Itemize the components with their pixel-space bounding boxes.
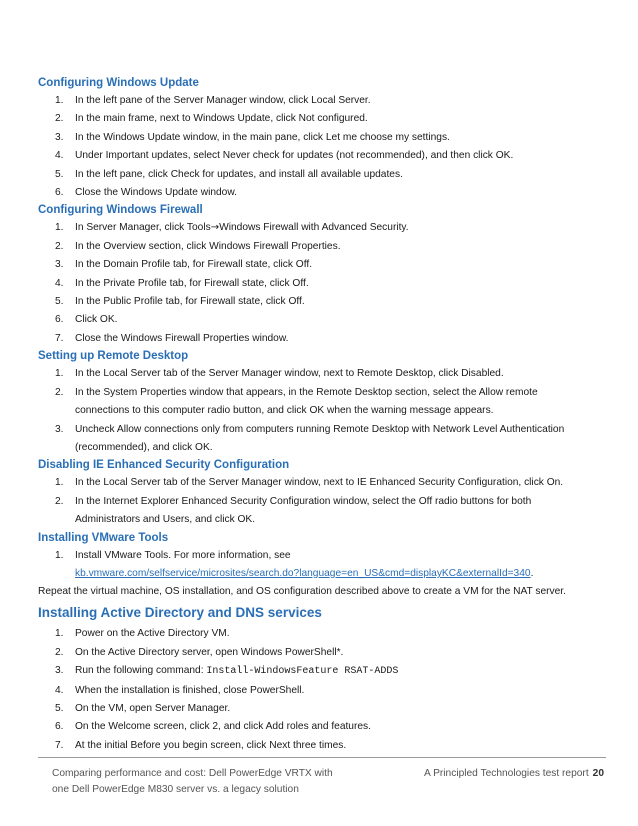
item-number: 2. xyxy=(55,240,64,252)
item-text: On the Active Directory server, open Windows PowerShell*. xyxy=(75,646,344,658)
item-text: In the Public Profile tab, for Firewall state, click Off. xyxy=(75,296,305,308)
list-item xyxy=(38,330,608,348)
list-remote-desktop xyxy=(38,365,608,457)
item-number: 3. xyxy=(55,259,64,271)
page-number: 20 xyxy=(592,768,604,779)
item-text-line xyxy=(75,565,608,583)
item-number: 2. xyxy=(55,646,64,658)
item-number: 7. xyxy=(55,739,64,751)
list-item xyxy=(38,493,608,530)
powershell-command: Install-WindowsFeature RSAT-ADDS xyxy=(206,666,399,678)
item-text: Under Important updates, select Never check for updates (not recommended), and then click OK. xyxy=(75,150,514,162)
item-number: 5. xyxy=(55,168,64,180)
item-text: In the left pane of the Server Manager window, click Local Server. xyxy=(75,95,371,106)
list-item xyxy=(38,718,608,736)
item-text: In the left pane, click Check for updates, and install all available updates. xyxy=(75,168,403,180)
item-number: 5. xyxy=(55,296,64,308)
list-item xyxy=(38,644,608,662)
item-text: In the Private Profile tab, for Firewall state, click Off. xyxy=(75,277,309,289)
list-vmware-tools xyxy=(38,547,608,584)
item-number: 5. xyxy=(55,702,64,714)
list-item xyxy=(38,166,608,184)
list-item xyxy=(38,311,608,329)
item-number: 3. xyxy=(55,665,64,677)
list-item xyxy=(38,737,608,755)
item-number: 2. xyxy=(55,113,64,125)
heading-configuring-windows-update: Configuring Windows Update xyxy=(38,77,199,89)
heading-installing-vmware-tools: Installing VMware Tools xyxy=(38,531,169,544)
item-text: In the Overview section, click Windows Firewall Properties. xyxy=(75,240,341,252)
item-number: 6. xyxy=(55,721,64,733)
footer-title-line: one Dell PowerEdge M830 server vs. a legacy solution xyxy=(52,784,299,795)
item-number: 4. xyxy=(55,150,64,162)
list-item xyxy=(38,147,608,165)
item-text: Windows Firewall with Advanced Security. xyxy=(219,222,409,234)
list-item xyxy=(38,421,608,458)
repeat-vm-paragraph: Repeat the virtual machine, OS installation, and OS configuration described above to create a VM for the NAT server. xyxy=(38,586,566,598)
item-text: At the initial Before you begin screen, click Next three times. xyxy=(75,739,347,751)
document-body xyxy=(38,75,608,755)
item-number: 3. xyxy=(55,131,64,143)
footer-publisher xyxy=(380,766,604,782)
list-item xyxy=(38,238,608,256)
item-number: 1. xyxy=(55,95,64,106)
heading-disabling-ie-esc: Disabling IE Enhanced Security Configuration xyxy=(38,459,290,472)
item-text: On the VM, open Server Manager. xyxy=(75,702,231,714)
list-item xyxy=(38,110,608,128)
item-number: 1. xyxy=(55,222,64,234)
item-number: 6. xyxy=(55,314,64,326)
item-text-line: In the System Properties window that appears, in the Remote Desktop section, select the Allow remote xyxy=(75,386,538,398)
list-item xyxy=(38,700,608,718)
footer-publisher-text: A Principled Technologies test report xyxy=(424,768,589,779)
arrow-right-icon: → xyxy=(210,222,220,234)
list-item xyxy=(38,256,608,274)
list-item xyxy=(38,129,608,147)
item-number: 3. xyxy=(55,423,64,435)
list-item xyxy=(38,625,608,643)
list-ie-esc xyxy=(38,474,608,529)
item-text: Close the Windows Update window. xyxy=(75,187,237,199)
heading-installing-ad-dns: Installing Active Directory and DNS services xyxy=(38,605,322,621)
vmware-kb-link[interactable]: kb.vmware.com/selfservice/microsites/search.do?language=en_US&cmd=displayKC&externalId=340 xyxy=(75,567,531,579)
item-text: Close the Windows Firewall Properties window. xyxy=(75,332,289,344)
item-number: 4. xyxy=(55,684,64,696)
list-item xyxy=(38,547,608,584)
item-text: In the main frame, next to Windows Update, click Not configured. xyxy=(75,113,368,125)
item-text: Power on the Active Directory VM. xyxy=(75,628,230,640)
footer-title-line: Comparing performance and cost: Dell PowerEdge VRTX with xyxy=(52,768,333,779)
list-item xyxy=(38,384,608,421)
item-number: 7. xyxy=(55,332,64,344)
list-item xyxy=(38,92,608,110)
item-text-line: connections to this computer radio button, and click OK when the warning message appears. xyxy=(75,405,494,417)
list-item xyxy=(38,662,608,681)
item-text: In the Windows Update window, in the main pane, click Let me choose my settings. xyxy=(75,131,450,143)
list-item xyxy=(38,293,608,311)
item-number: 1. xyxy=(55,477,64,489)
item-text: Click OK. xyxy=(75,314,118,326)
list-item xyxy=(38,682,608,700)
list-windows-update xyxy=(38,92,608,202)
item-number: 2. xyxy=(55,386,64,398)
footer-divider xyxy=(38,757,606,758)
list-item xyxy=(38,365,608,383)
item-number: 1. xyxy=(55,549,64,561)
list-item xyxy=(38,474,608,492)
item-number: 4. xyxy=(55,277,64,289)
item-text: In the Local Server tab of the Server Manager window, next to IE Enhanced Security Configuration, click On. xyxy=(75,477,564,489)
list-windows-firewall xyxy=(38,219,608,348)
item-number: 2. xyxy=(55,495,64,507)
item-text: In Server Manager, click Tools xyxy=(75,222,211,234)
item-text-line: (recommended), and click OK. xyxy=(75,441,213,453)
list-ad-dns xyxy=(38,625,608,755)
list-item xyxy=(38,219,608,237)
item-text-line: Install VMware Tools. For more information, see xyxy=(75,549,291,561)
item-text-line: Uncheck Allow connections only from computers running Remote Desktop with Network Level Authentication xyxy=(75,423,565,435)
item-text: In the Local Server tab of the Server Manager window, next to Remote Desktop, click Disabled. xyxy=(75,368,504,380)
item-text: When the installation is finished, close PowerShell. xyxy=(75,684,305,696)
item-text: In the Domain Profile tab, for Firewall state, click Off. xyxy=(75,259,313,271)
heading-setting-up-remote-desktop: Setting up Remote Desktop xyxy=(38,350,189,363)
item-text-line: Administrators and Users, and click OK. xyxy=(75,514,256,526)
item-text-line: In the Internet Explorer Enhanced Security Configuration window, select the Off radio buttons for both xyxy=(75,495,532,507)
item-text: Run the following command: xyxy=(75,665,207,677)
heading-configuring-windows-firewall: Configuring Windows Firewall xyxy=(38,204,203,217)
list-item xyxy=(38,275,608,293)
item-text: . xyxy=(530,567,534,579)
item-number: 1. xyxy=(55,628,64,640)
item-number: 1. xyxy=(55,368,64,380)
footer-report-title xyxy=(52,766,372,798)
item-number: 6. xyxy=(55,187,64,199)
list-item xyxy=(38,184,608,202)
item-text: On the Welcome screen, click 2, and click Add roles and features. xyxy=(75,721,371,733)
